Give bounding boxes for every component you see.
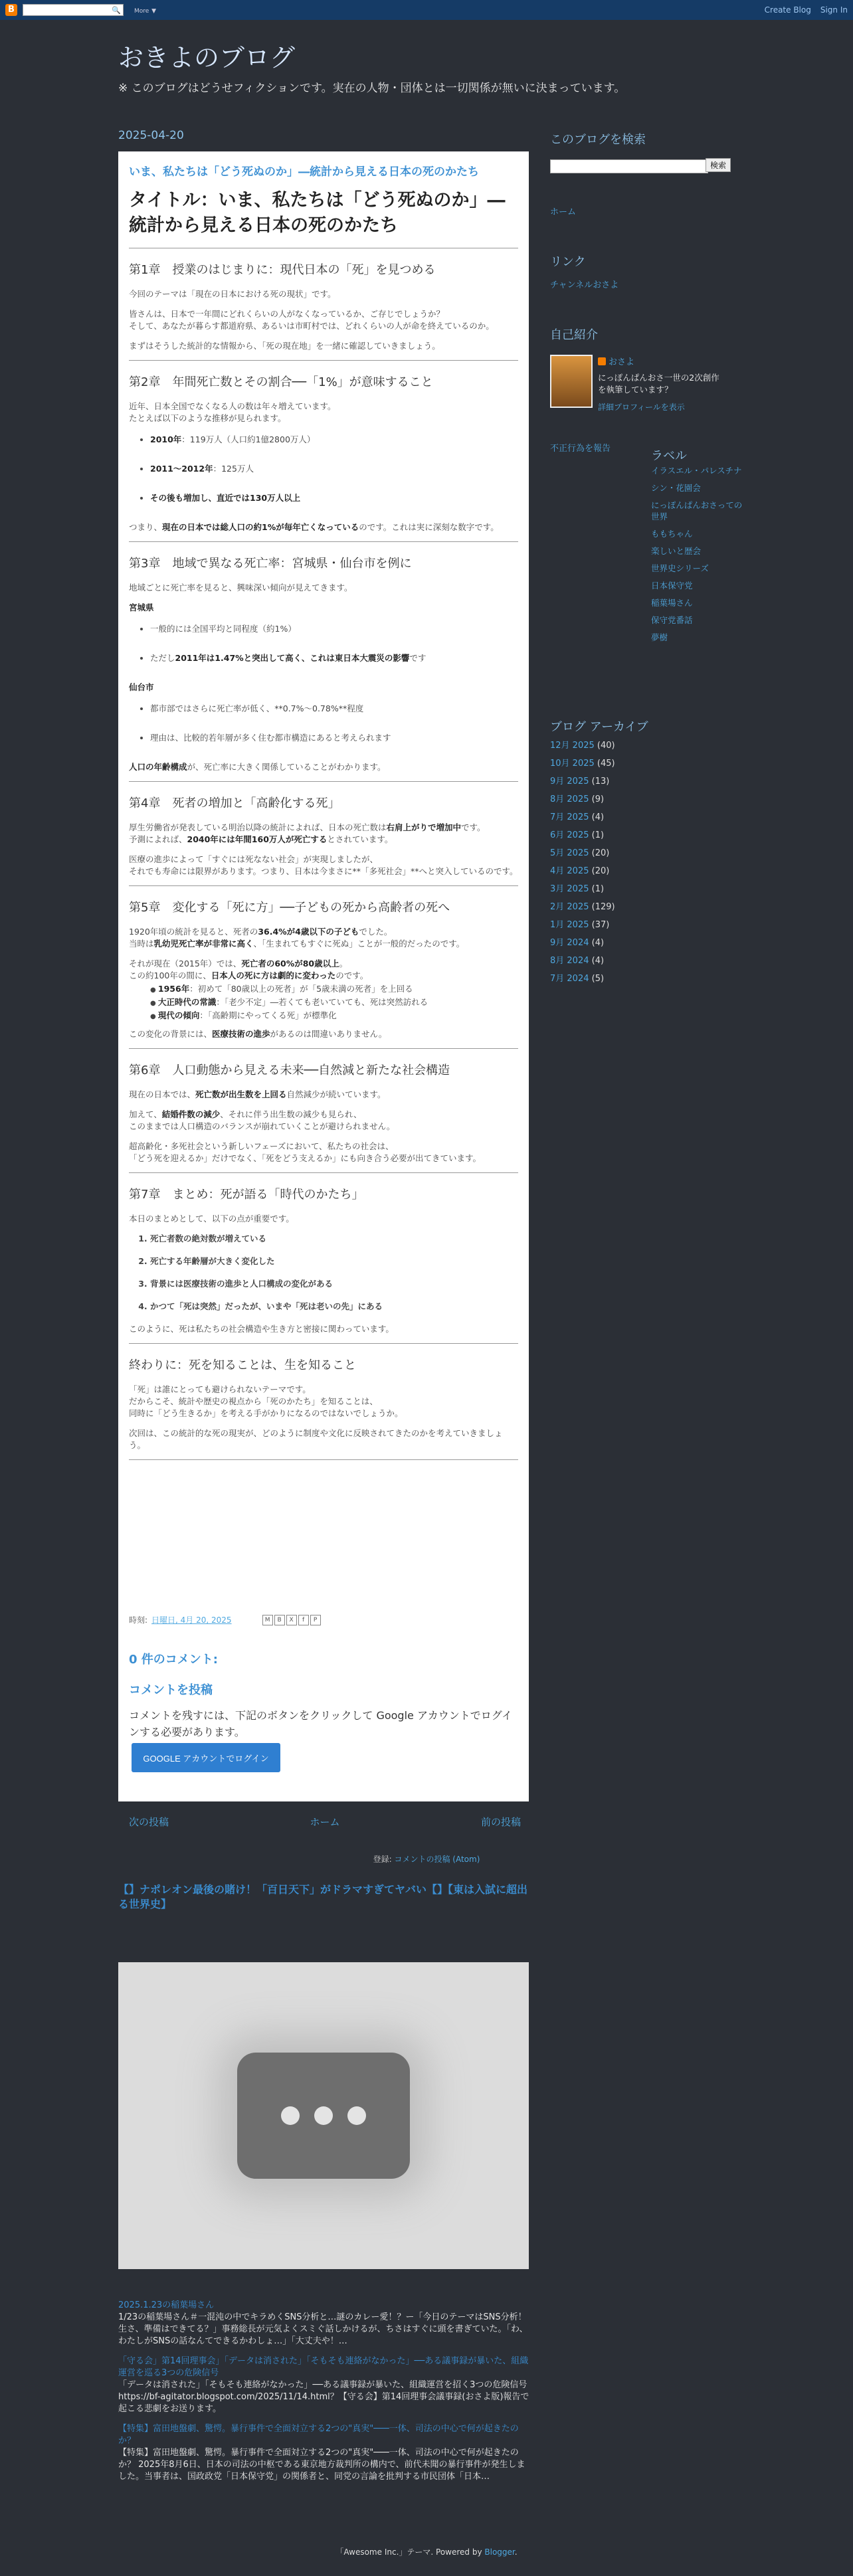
- paragraph: [129, 1028, 518, 1040]
- archive-month-link[interactable]: 8月 2025: [550, 794, 589, 804]
- post-date: 2025-04-20: [118, 129, 184, 142]
- text: 、それに伴う出生数の減少も見られ、: [220, 1109, 362, 1119]
- text: 仙台市: [129, 682, 154, 692]
- text: だからこそ、統計や歴史の視点から「死のかたち」を知ることは、: [129, 1396, 378, 1406]
- archive-month-link[interactable]: 7月 2024: [550, 974, 589, 984]
- post-title: タイトル：いま、私たちは「どう死ぬのか」―統計から見える日本の死のかたち: [129, 190, 506, 236]
- archive-item[interactable]: [550, 758, 615, 769]
- text: ：初めて「80歳以上の死者」が「5歳未満の死者」を上回る: [189, 984, 413, 994]
- text: 人口の年齢構成: [129, 762, 187, 772]
- text: ：119万人（人口約1億2800万人）: [181, 434, 316, 444]
- archive-count: (20): [591, 848, 610, 858]
- divider: [129, 1459, 518, 1460]
- channel-link[interactable]: チャンネルおさよ: [550, 280, 619, 290]
- archive-item[interactable]: [550, 973, 615, 984]
- sidebar-home-link[interactable]: ホーム: [550, 207, 577, 217]
- chapter-heading: 第5章 変化する「死に方」──子どもの死から高齢者の死へ: [129, 901, 450, 915]
- archive-count: (45): [597, 759, 615, 769]
- related-title-link[interactable]: 2025.1.23の稲葉場さん: [118, 2300, 215, 2310]
- chapter-heading: 第4章 死者の増加と「高齢化する死」: [129, 796, 340, 810]
- sign-in-link[interactable]: Sign In: [820, 5, 848, 15]
- text: 死亡者の60%が80歳以上: [241, 959, 339, 968]
- page-footer: [0, 2546, 853, 2557]
- profile-name[interactable]: [598, 355, 634, 367]
- paragraph: [129, 401, 518, 424]
- promo-link[interactable]: 【】ナポレオン最後の賭け！「百日天下」がドラマすぎてヤバい【】【東は入試に超出る世界史】: [118, 1883, 528, 1910]
- footer-dot: .: [514, 2547, 518, 2557]
- text: のです。これは実に深刻な数字です。: [359, 522, 499, 532]
- archive-item[interactable]: [550, 919, 615, 931]
- text: 「死」は誰にとっても避けられないテーマです。: [129, 1384, 311, 1394]
- profile-description: にっぽんぱんおさ一世の2次創作を執筆しています？: [598, 373, 719, 395]
- archive-count: (20): [591, 866, 610, 876]
- blog-title[interactable]: おきよのブログ: [118, 43, 296, 72]
- archive-month-link[interactable]: 9月 2025: [550, 777, 589, 786]
- label-link[interactable]: 夢樹: [651, 632, 668, 642]
- text: があるのは間違いありません。: [270, 1029, 387, 1039]
- text: 医療の進歩によって「すぐには死なない社会」が実現しましたが、: [129, 854, 379, 864]
- older-post-link[interactable]: 前の投稿: [480, 1816, 521, 1828]
- list-item: [150, 463, 518, 475]
- blog-description: ※ このブログはどうせフィクションです。実在の人物・団体とは一切関係が無いに決まっています。: [118, 82, 626, 95]
- text: のです。: [335, 970, 369, 980]
- related-title-link[interactable]: 「守る会」第14回理事会」「データは消された」「そもそも連絡がなかった」──ある議事録が暴いた、組織運営を巡る3つの危険信号: [118, 2356, 529, 2378]
- list-item: [150, 1010, 518, 1023]
- text: 超高齢化・多死社会という新しいフェーズにおいて、私たちの社会は、: [129, 1141, 394, 1151]
- divider: [129, 1343, 518, 1344]
- chat-bubble-icon: [237, 2053, 410, 2179]
- navbar-more-menu[interactable]: [134, 5, 156, 15]
- search-icon[interactable]: 🔍: [112, 5, 121, 15]
- divider: [129, 541, 518, 542]
- divider: [129, 360, 518, 361]
- chapter-heading: 第3章 地域で異なる死亡率：宮城県・仙台市を例に: [129, 557, 412, 571]
- text: でした。: [359, 927, 393, 937]
- archive-month-link[interactable]: 12月 2025: [550, 741, 595, 751]
- archive-item[interactable]: [550, 955, 615, 966]
- label-link[interactable]: ももちゃん: [651, 529, 693, 539]
- archive-count: (1): [591, 884, 605, 894]
- related-item: [118, 2423, 530, 2483]
- avatar[interactable]: [550, 355, 593, 408]
- list-item: • 一般的には全国平均と同程度（約1%）: [150, 623, 518, 635]
- more-label: More: [134, 8, 149, 15]
- blogthis-share-icon[interactable]: B: [274, 1615, 285, 1625]
- newer-post-link[interactable]: 次の投稿: [129, 1816, 169, 1828]
- paragraph: [129, 761, 518, 773]
- divider: [129, 1048, 518, 1049]
- links-widget-title: リンク: [550, 255, 586, 269]
- related-item: [118, 2355, 530, 2415]
- comment-post-heading: コメントを投稿: [129, 1683, 213, 1697]
- summary-list: [129, 1233, 518, 1313]
- text: 2040年には年間160万人が死亡する: [187, 834, 328, 844]
- list-item: 2. 死亡する年齢層が大きく変化した: [150, 1255, 518, 1267]
- sidebar-search-input[interactable]: [550, 159, 708, 173]
- archive-count: (4): [591, 938, 605, 948]
- chapter-heading: 終わりに：死を知ることは、生を知ること: [129, 1358, 356, 1372]
- stats-list: [129, 434, 518, 504]
- profile-name-text: おさよ: [609, 357, 635, 367]
- archive-count: (37): [591, 920, 610, 930]
- archive-item[interactable]: [550, 866, 615, 877]
- text: 自然減少が続いています。: [286, 1089, 386, 1099]
- blogger-icon: [598, 357, 606, 365]
- label-link[interactable]: シン・花園会: [651, 483, 701, 493]
- paragraph: [129, 822, 518, 846]
- archive-month-link[interactable]: 3月 2025: [550, 884, 589, 894]
- archive-item[interactable]: [550, 740, 615, 751]
- archive-month-link[interactable]: 2月 2025: [550, 902, 589, 912]
- paragraph: [129, 1109, 518, 1133]
- archive-month-link[interactable]: 8月 2024: [550, 956, 589, 966]
- list-item: [150, 434, 518, 446]
- list-item: 3. 背景には医療技術の進歩と人口構成の変化がある: [150, 1278, 518, 1290]
- paragraph: [129, 1141, 518, 1164]
- chapter-heading: 第2章 年間死亡数とその割合──「1%」が意味すること: [129, 375, 433, 389]
- text: 当時は: [129, 939, 154, 949]
- paragraph: 本日のまとめとして、以下の点が重要です。: [129, 1214, 294, 1224]
- blogger-logo-icon[interactable]: B: [5, 4, 17, 16]
- atom-feed-link[interactable]: コメントの投稿 (Atom): [394, 1855, 480, 1864]
- archive-widget-title: ブログ アーカイブ: [550, 720, 648, 734]
- label-link[interactable]: 日本保守党: [651, 581, 693, 591]
- text: そして、あなたが暮らす都道府県、あるいは市町村では、どれくらいの人が命を終えているのか。: [129, 321, 494, 331]
- search-widget-title: このブログを検索: [550, 133, 646, 147]
- text: 2010年: [150, 434, 182, 444]
- text: 近年、日本全国でなくなる人の数は年々増えています。: [129, 401, 336, 411]
- related-posts: [118, 2300, 530, 2491]
- navbar-search-input[interactable]: [23, 4, 124, 16]
- archive-month-link[interactable]: 5月 2025: [550, 848, 589, 858]
- text: です。: [461, 822, 486, 832]
- text: とされています。: [327, 834, 393, 844]
- related-snippet: 【特集】富田地盤劇、驚愕。暴行事件で全面対立する2つの"真実"───一体、司法の中心で何が起きたのか？ 2025年8月6日、日本の司法の中枢である東京地方裁判所の構内で、前代未聞の暴行事件が発生しました。当事者は、国政政党「日本保守党」の関係者と、同党の言論を批判する市民団体「日本…: [118, 2448, 525, 2482]
- post-body: [118, 151, 529, 1801]
- chevron-down-icon: ▼: [151, 8, 157, 15]
- list-item: • 都市部ではさらに死亡率が低く、**0.7%〜0.78%**程度: [150, 703, 518, 715]
- text: 36.4%が4歳以下の子ども: [258, 927, 359, 937]
- text: 。: [339, 959, 348, 968]
- label-link[interactable]: イラスエル・パレスチナ: [651, 466, 742, 476]
- archive-month-link[interactable]: 9月 2024: [550, 938, 589, 948]
- text: 日本人の死に方は劇的に変わった: [211, 970, 336, 980]
- archive-item[interactable]: [550, 848, 615, 859]
- subscribe-line: [0, 1853, 853, 1865]
- text: 右肩上がりで増加中: [386, 822, 462, 832]
- subscribe-label: 登録:: [373, 1855, 392, 1864]
- archive-month-link[interactable]: 4月 2025: [550, 866, 589, 876]
- profile-detail-link[interactable]: 詳細プロフィールを表示: [598, 403, 685, 412]
- text: 宮城県: [129, 602, 154, 612]
- archive-count: (1): [591, 830, 605, 840]
- text: 予測によれば、: [129, 834, 187, 844]
- profile-widget-title: 自己紹介: [550, 328, 598, 342]
- archive-month-link[interactable]: 1月 2025: [550, 920, 589, 930]
- archive-count: (4): [591, 956, 605, 966]
- text: 2011年は1.47%と突出して高く、これは東日本大震災の影響: [175, 653, 410, 663]
- blogger-navbar: [0, 0, 853, 20]
- text: たとえば以下のような推移が見られます。: [129, 413, 286, 423]
- text: ：「高齢期にやってくる死」が標準化: [199, 1010, 337, 1020]
- text: ：125万人: [213, 464, 254, 474]
- paragraph: [129, 682, 518, 693]
- text: が、死亡率に大きく関係していることがわかります。: [187, 762, 386, 772]
- paragraph: [129, 602, 518, 614]
- home-link[interactable]: ホーム: [310, 1816, 340, 1828]
- text: 2011〜2012年: [150, 464, 213, 474]
- archive-item[interactable]: [550, 794, 615, 805]
- text: この変化の背景には、: [129, 1029, 213, 1039]
- text: このままでは人口構造のバランスが崩れていくことが避けられません。: [129, 1121, 395, 1131]
- paragraph: まずはそうした統計的な情報から、「死の現在地」を一緒に確認していきましょう。: [129, 341, 440, 351]
- text: 結婚件数の減少: [161, 1109, 221, 1119]
- text: 皆さんは、日本で一年間にどれくらいの人がなくなっているか、ご存じでしょうか？: [129, 309, 445, 319]
- post-time-label: 時刻:: [129, 1615, 148, 1625]
- archive-item[interactable]: [550, 883, 615, 895]
- post-timestamp-link[interactable]: 日曜日, 4月 20, 2025: [151, 1615, 232, 1625]
- related-item: [118, 2300, 530, 2347]
- text: 1920年頃の統計を見ると、死者の: [129, 927, 258, 937]
- text: この約100年の間に、: [129, 970, 211, 980]
- archive-count: (5): [591, 974, 605, 984]
- list-item: [150, 996, 518, 1010]
- text: 厚生労働省が発表している明治以降の統計によれば、日本の死亡数は: [129, 822, 387, 832]
- related-title-link[interactable]: 【特集】富田地盤劇、驚愕。暴行事件で全面対立する2つの"真実"───一体、司法の中心で何が起きたのか？: [118, 2424, 519, 2446]
- text: 、「生まれてもすぐに死ぬ」ことが一般的だったのです。: [253, 939, 465, 949]
- create-blog-link[interactable]: Create Blog: [764, 5, 811, 15]
- paragraph: 次回は、この統計的な死の現実が、どのように制度や文化に反映されてきたのかを考えていきましょう。: [129, 1428, 503, 1450]
- label-link[interactable]: にっぽんぱんおさっての世界: [651, 500, 743, 521]
- dot: [347, 2106, 366, 2125]
- archive-month-link[interactable]: 10月 2025: [550, 759, 595, 769]
- video-thumbnail[interactable]: [118, 1962, 529, 2269]
- archive-item[interactable]: [550, 830, 615, 841]
- chapter-heading: 第6章 人口動態から見える未来──自然減と新たな社会構造: [129, 1063, 450, 1077]
- labels-widget-title: ラベル: [651, 449, 687, 463]
- comment-instruction: コメントを残すには、下記のボタンをクリックして Google アカウントでログインする必要があります。: [129, 1709, 512, 1738]
- list-item: [150, 492, 518, 504]
- archive-item[interactable]: [550, 812, 615, 823]
- label-link[interactable]: 稲葉場さん: [651, 598, 693, 608]
- archive-count: (13): [591, 777, 610, 786]
- divider: [129, 1172, 518, 1173]
- text: 加えて、: [129, 1109, 162, 1119]
- archive-count: (4): [591, 812, 605, 822]
- archive-item[interactable]: [550, 937, 615, 949]
- archive-list: [550, 740, 615, 991]
- list-item: 1. 死亡者数の絶対数が増えている: [150, 1233, 518, 1245]
- pinterest-share-icon[interactable]: P: [310, 1615, 321, 1625]
- history-list: [129, 983, 518, 1023]
- chapter-heading: 第1章 授業のはじまりに：現代日本の「死」を見つめる: [129, 263, 436, 277]
- archive-count: (9): [591, 794, 605, 804]
- text: 現代の傾向: [157, 1010, 200, 1020]
- archive-month-link[interactable]: 6月 2025: [550, 830, 589, 840]
- post-pager: [129, 1815, 521, 1829]
- related-snippet: 「データは消された」「そもそも連絡がなかった」──ある議事録が暴いた、組織運営を招く3つの危険信号 https://bf-agitator.blogspot.com/2025/11/14.html？【守る会】第14回理事会議事録(おさよ版)報告で起こる悲劇をお送ります。: [118, 2380, 529, 2414]
- labels-list: [651, 465, 744, 649]
- paragraph: このように、死は私たちの社会構造や生き方と密接に関わっています。: [129, 1324, 394, 1334]
- google-login-button[interactable]: GOOGLE アカウントでログイン: [132, 1743, 280, 1772]
- x-share-icon[interactable]: X: [286, 1615, 297, 1625]
- footer-theme-text: 「Awesome Inc.」テーマ. Powered by: [335, 2547, 485, 2557]
- divider: [129, 885, 518, 886]
- text: その後も増加し、直近では130万人以上: [150, 493, 301, 503]
- paragraph: [129, 521, 518, 533]
- paragraph: [129, 308, 518, 332]
- facebook-share-icon[interactable]: f: [298, 1615, 309, 1625]
- archive-count: (40): [597, 741, 615, 751]
- paragraph: 今回のテーマは「現在の日本における死の現状」です。: [129, 289, 336, 299]
- archive-item[interactable]: [550, 901, 615, 913]
- text: ：「老少不定」―若くても老いていても、死は突然訪れる: [216, 997, 428, 1007]
- archive-item[interactable]: [550, 776, 615, 787]
- paragraph: [129, 854, 518, 877]
- paragraph: [129, 1384, 518, 1420]
- list-item: • 理由は、比較的若年層が多く住む都市構造にあると考えられます: [150, 732, 518, 744]
- chapter-heading: 第7章 まとめ：死が語る「時代のかたち」: [129, 1188, 364, 1202]
- paragraph: [129, 1089, 518, 1101]
- text: 死亡数が出生数を上回る: [195, 1089, 287, 1099]
- dot: [281, 2106, 300, 2125]
- post-kicker: いま、私たちは「どう死ぬのか」―統計から見える日本の死のかたち: [129, 165, 479, 179]
- label-link[interactable]: 楽しいと歴会: [651, 546, 702, 556]
- comments-count: 0 件のコメント:: [129, 1653, 218, 1667]
- post-footer: [129, 1614, 321, 1625]
- related-snippet: 1/23の稲葉場さん＃一混沌の中でキラめくSNS分析と…謎のカレー愛！？ー「今日のテーマはSNS分析！生さ、準備はできてる？」事務総長が元気よくスミぐ話しかけるが、ちさはすぐに頭を書ぎていた。「わ、わたしがSNSの話なんてできるかわしょ…」「大丈夫や！…: [118, 2312, 528, 2346]
- text: 同時に「どう生きるか」を考える手がかりになるのではないでしょうか。: [129, 1408, 403, 1418]
- label-link[interactable]: 保守党番話: [651, 615, 693, 625]
- share-buttons: [262, 1615, 321, 1625]
- paragraph: [129, 958, 518, 982]
- dot: [314, 2106, 333, 2125]
- text: 1956年: [157, 984, 190, 994]
- email-share-icon[interactable]: M: [262, 1615, 273, 1625]
- text: 医療技術の進歩: [212, 1029, 270, 1039]
- miyagi-list: [129, 623, 518, 664]
- text: 大正時代の常識: [157, 997, 217, 1007]
- archive-month-link[interactable]: 7月 2025: [550, 812, 589, 822]
- archive-count: (129): [591, 902, 615, 912]
- text: それが現在（2015年）では、: [129, 959, 242, 968]
- blogger-link[interactable]: Blogger: [484, 2547, 515, 2557]
- label-link[interactable]: 世界史シリーズ: [651, 563, 709, 573]
- list-item: [150, 652, 518, 664]
- text: 「どう死を迎えるか」だけでなく、「死をどう支えるか」にも向き合う必要が出てきています。: [129, 1153, 482, 1163]
- divider: [129, 781, 518, 782]
- text: つまり、: [129, 522, 163, 532]
- report-abuse-link[interactable]: 不正行為を報告: [550, 444, 611, 454]
- text: 現在の日本では総人口の約1%が毎年亡くなっている: [162, 522, 359, 532]
- sidebar-search-button[interactable]: 検索: [706, 158, 731, 172]
- sendai-list: [129, 703, 518, 744]
- text: 現在の日本では、: [129, 1089, 196, 1099]
- list-item: [150, 983, 518, 996]
- paragraph: [129, 926, 518, 950]
- text: です: [409, 653, 427, 663]
- paragraph: 地域ごとに死亡率を見ると、興味深い傾向が見えてきます。: [129, 583, 353, 593]
- text: それでも寿命には限界があります。つまり、日本は今まさに**「多死社会」**へと突入しているのです。: [129, 866, 518, 876]
- list-item: 4. かつて「死は突然」だったが、いまや「死は老いの先」にある: [150, 1301, 518, 1313]
- text: 乳幼児死亡率が非常に高く: [153, 939, 254, 949]
- text: ただし: [150, 653, 175, 663]
